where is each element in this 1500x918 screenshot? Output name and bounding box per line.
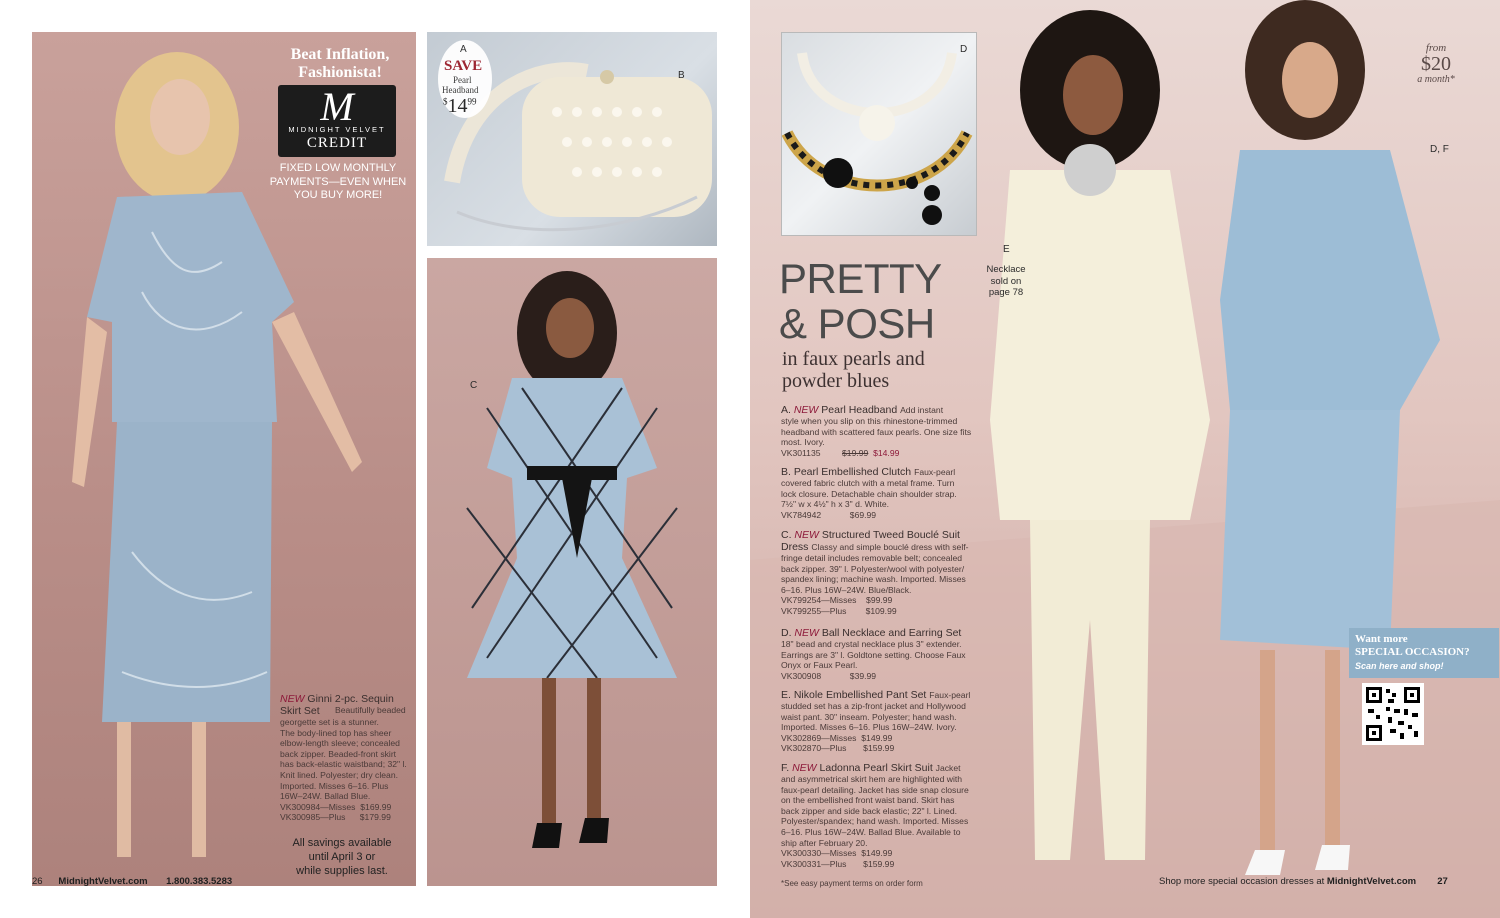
desc-line: has back-elastic waistband; 32" l. (280, 759, 407, 770)
product-name: Nikole Embellished Pant Set (793, 689, 927, 701)
subheadline (782, 348, 925, 392)
desc-line: back zipper. Beaded-front skirt (280, 748, 397, 759)
promo-subtext (266, 162, 410, 203)
sku-row: VK300330—Misses $149.99 (781, 848, 893, 859)
desc-line: waist pant. 30" inseam. Polyester; hand wash. (781, 711, 957, 722)
label-a: A (460, 44, 467, 55)
necklace-note-line: page 78 (988, 287, 1024, 298)
desc-line: ship after February 20. (781, 837, 868, 848)
desc-line: Knit lined. Polyester; dry clean. (280, 769, 398, 780)
footer-text: Shop more special occasion dresses at (1159, 876, 1325, 887)
subheadline-line1: in faux pearls and (782, 348, 925, 370)
savings-line3: while supplies last. (296, 865, 388, 877)
product-name: Ball Necklace and Earring Set (821, 627, 962, 639)
credit-logo (278, 85, 396, 157)
qr-code[interactable] (1362, 683, 1424, 745)
save-price (443, 95, 477, 118)
footnote: *See easy payment terms on order form (781, 879, 923, 888)
product-title: A. NEW Pearl Headband Add instant (781, 404, 944, 416)
sku-row: VK302869—Misses $149.99 (781, 732, 893, 743)
credit-logo-line1: MIDNIGHT VELVET (288, 125, 386, 134)
headline (779, 256, 942, 346)
ginni-name-line2: Skirt Set (280, 705, 320, 717)
from-word: from (1425, 42, 1447, 54)
right-footer (1159, 876, 1448, 887)
credit-logo-monogram-icon: M (320, 84, 354, 129)
label-d-f: D, F (1430, 144, 1449, 155)
desc-line: Polyester/spandex; hand wash. Imported. Misses (781, 816, 969, 827)
sku-row: VK302870—Plus $159.99 (781, 743, 895, 754)
save-price-cents: 99 (467, 96, 477, 107)
desc-line: 16W–24W. Ballad Blue. (280, 791, 371, 802)
sku-row: VK784942 $69.99 (781, 509, 877, 520)
desc-line: Earrings are 3" l. Goldtone setting. Choose Faux (781, 649, 966, 660)
product-entry-f (781, 762, 977, 869)
product-entry-a (781, 404, 977, 458)
desc-line: faux-pearl detailing. Jacket has side snap closure (781, 784, 969, 795)
desc-line: on the embellished front waist band. Skirt has (781, 795, 955, 806)
from-per: a month* (1417, 74, 1455, 85)
sku-row: VK300985—Plus $179.99 (280, 812, 391, 823)
desc-line: Beautifully beaded (335, 705, 406, 715)
footer-site-link[interactable]: MidnightVelvet.com (1326, 876, 1417, 887)
label-d: D (960, 44, 968, 55)
label-e: E (1003, 244, 1010, 255)
page-number: 27 (1437, 876, 1448, 887)
savings-line1: All savings available (292, 837, 392, 849)
ginni-product-copy (280, 693, 410, 823)
product-title: C. NEW Structured Tweed Bouclé Suit (781, 529, 960, 541)
sku-row: VK300908 $39.99 (781, 670, 877, 681)
from-price-badge (1410, 42, 1462, 85)
promo-sub-line3: YOU BUY MORE! (293, 189, 383, 201)
necklace-earring-inset-photo (781, 32, 977, 236)
desc-line: headband with scattered faux pearls. One size fits (781, 426, 972, 437)
desc-line: Imported. Misses 6–16. Plus (280, 780, 389, 791)
desc-line: georgette set is a stunner. (280, 717, 379, 727)
product-entry-e (781, 689, 977, 754)
desc-line: 7½" w x 4½" h x 3" d. White. (781, 499, 890, 510)
new-tag: NEW (280, 693, 305, 705)
qr-promo-line3: Scan here and shop! (1355, 661, 1444, 671)
desc-line: fringe detail includes removable belt; concealed (781, 553, 963, 563)
desc-line: 6–16. Plus 16W–24W. Blue/Black. (781, 584, 912, 595)
page-number: 26 (32, 876, 43, 887)
product-entry-d (781, 627, 977, 681)
desc-line: The body-lined top has sheer (280, 727, 392, 738)
desc-line: 6–16. Plus 16W–24W. Ballad Blue. Available to (781, 826, 961, 837)
sku-row: VK799254—Misses $99.99 (781, 595, 893, 606)
save-badge (438, 40, 492, 118)
desc-line: spandex lining; machine wash. Imported. Misses (781, 574, 966, 585)
new-tag: NEW (794, 627, 819, 639)
subheadline-line2: powder blues (782, 370, 890, 392)
product-name: Ladonna Pearl Skirt Suit (819, 762, 933, 774)
desc-line: and asymmetrical skirt hem are highlighted with (781, 774, 963, 784)
sku-row: VK300984—Misses $169.99 (280, 801, 392, 812)
sku-row: VK300331—Plus $159.99 (781, 858, 895, 869)
product-title: B. Pearl Embellished Clutch Faux-pearl (781, 466, 956, 478)
promo-headline (270, 46, 410, 82)
footer-phone: 1.800.383.5283 (166, 876, 233, 887)
product-title: F. NEW Ladonna Pearl Skirt Suit Jacket (781, 762, 961, 774)
promo-headline-line1: Beat Inflation, (290, 46, 390, 63)
product-title: E. Nikole Embellished Pant Set Faux-pearl (781, 689, 971, 701)
promo-headline-line2: Fashionista! (298, 64, 382, 81)
save-item-line2: Headband (442, 85, 479, 95)
headline-line2: & POSH (779, 300, 935, 347)
sku-row: VK301135 $19.99 $14.99 (781, 447, 900, 458)
desc-line: Onyx or Faux Pearl. (781, 660, 858, 671)
qr-promo-line2: SPECIAL OCCASION? (1355, 646, 1470, 658)
product-entry-b (781, 466, 977, 520)
save-price-dollar: $ (443, 96, 448, 107)
desc-line: covered fabric clutch with a metal frame. Turn (781, 478, 955, 488)
desc-line: Imported. Misses 6–16. Plus 16W–24W. Ivory. (781, 722, 957, 733)
sku-row: VK799255—Plus $109.99 (781, 605, 897, 616)
new-tag: NEW (794, 529, 819, 541)
qr-promo-box (1349, 628, 1499, 678)
product-title-cont: Dress Classy and simple bouclé dress with self- (781, 541, 969, 553)
desc-line: most. Ivory. (781, 437, 825, 448)
desc-line: back zipper and side back elastic; 22" l. Lined. (781, 805, 957, 816)
plaid-dress-illustration (427, 258, 717, 886)
promo-sub-line1: FIXED LOW MONTHLY (279, 162, 397, 174)
desc-line: back zipper. 39" l. Polyester/wool with polyester/ (781, 563, 965, 574)
save-item-line1: Pearl (453, 75, 472, 85)
ginni-name-line1: Ginni 2-pc. Sequin (307, 693, 394, 705)
necklace-note (982, 264, 1030, 299)
necklace-illustration (782, 33, 976, 235)
label-b: B (678, 70, 685, 81)
headline-line1: PRETTY (779, 255, 942, 302)
desc-line: lock closure. Detachable chain shoulder strap. (781, 488, 957, 499)
save-price-whole: 14 (447, 95, 468, 117)
desc-line: 18" bead and crystal necklace plus 3" extender. (781, 639, 962, 649)
necklace-note-line: Necklace (986, 264, 1026, 275)
qr-code-icon (1362, 683, 1424, 745)
product-name: Structured Tweed Bouclé Suit (821, 529, 960, 541)
product-name: Pearl Headband (821, 404, 898, 416)
desc-line: studded set has a zip-front jacket and Hollywood (781, 701, 966, 711)
savings-line2: until April 3 or (308, 851, 376, 863)
qr-promo-line1: Want more (1355, 633, 1408, 645)
desc-line: elbow-length sleeve; concealed (280, 738, 400, 749)
left-footer (32, 876, 232, 887)
product-entry-c (781, 529, 977, 617)
from-price: $20 (1421, 53, 1451, 75)
necklace-note-line: sold on (990, 275, 1022, 287)
desc-line: style when you slip on this rhinestone-trimmed (781, 416, 958, 426)
promo-sub-line2: PAYMENTS—EVEN WHEN (269, 175, 407, 188)
savings-note (282, 836, 402, 878)
plaid-dress-photo (427, 258, 717, 886)
credit-logo-line2: CREDIT (306, 135, 368, 151)
save-word: SAVE (444, 58, 483, 74)
product-name: Pearl Embellished Clutch (793, 466, 912, 478)
footer-site-link[interactable]: MidnightVelvet.com (58, 876, 148, 887)
new-tag: NEW (792, 762, 817, 774)
label-c: C (470, 380, 478, 391)
new-tag: NEW (793, 404, 819, 416)
product-title: D. NEW Ball Necklace and Earring Set (781, 627, 962, 639)
